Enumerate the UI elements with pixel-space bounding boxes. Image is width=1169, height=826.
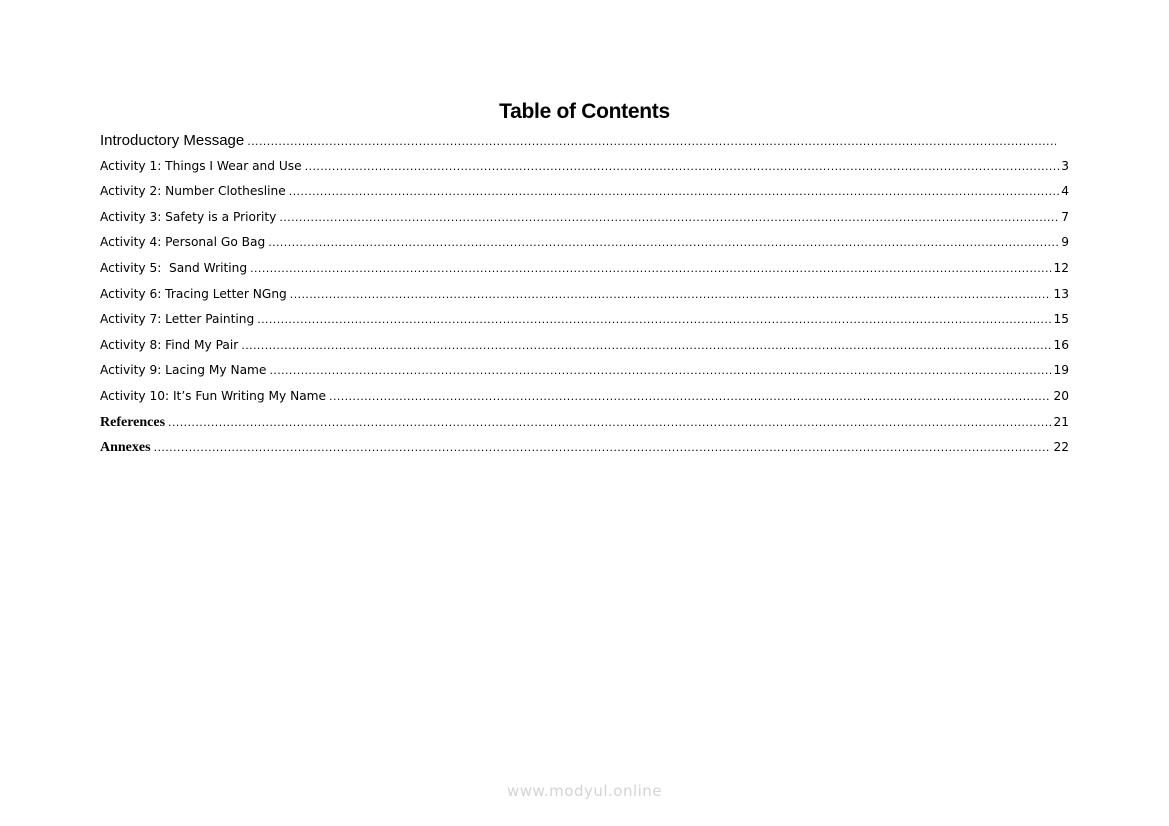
toc-entry-label: References [100,414,166,430]
toc-entry-page: 9 [1061,235,1069,250]
toc-entry-page: 4 [1061,184,1069,199]
toc-entry-page: 15 [1053,312,1069,327]
toc-entry-label: Activity 4: Personal Go Bag [100,235,266,250]
dot-leader [289,179,1059,205]
toc-entry-activity-6[interactable] [100,282,1069,308]
toc-entry-label: Annexes [100,440,151,456]
toc-entry-activity-8[interactable] [100,333,1069,359]
dot-leader [290,282,1052,308]
toc-entry-page: 22 [1053,440,1069,455]
toc-entry-activity-5[interactable] [100,256,1069,282]
dot-leader [250,256,1051,282]
dot-leader [257,307,1051,333]
toc-entry-activity-2[interactable] [100,179,1069,205]
toc-entry-page: 19 [1053,363,1069,378]
toc-entry-page: 3 [1061,158,1069,173]
toc-entry-activity-7[interactable] [100,307,1069,333]
dot-leader [268,230,1059,256]
dot-leader [241,333,1051,359]
toc-entry-page: 21 [1053,414,1069,429]
toc-entry-label: Activity 2: Number Clothesline [100,184,286,199]
toc-entry-label: Activity 3: Safety is a Priority [100,209,277,224]
page-title: Table of Contents [499,100,670,123]
dot-leader [305,154,1059,180]
toc-entry-page: 13 [1053,286,1069,301]
toc-entry-label: Activity 6: Tracing Letter NGng [100,286,287,301]
toc-entry-introductory-message[interactable] [100,128,1066,154]
table-of-contents [100,128,1069,461]
toc-entry-label: Activity 10: It’s Fun Writing My Name [100,388,327,403]
toc-entry-label: Introductory Message [100,132,245,149]
toc-entry-activity-3[interactable] [100,205,1069,231]
toc-entry-activity-10[interactable] [100,384,1069,410]
toc-entry-annexes[interactable] [100,435,1069,461]
toc-entry-page: 7 [1061,209,1069,224]
toc-entry-label: Activity 1: Things I Wear and Use [100,158,302,173]
dot-leader [269,358,1051,384]
dot-leader [329,384,1051,410]
toc-entry-label: Activity 7: Letter Painting [100,312,255,327]
toc-entry-page: 16 [1053,337,1069,352]
toc-entry-label: Activity 5: Sand Writing [100,260,248,275]
toc-entry-activity-9[interactable] [100,358,1069,384]
toc-entry-references[interactable] [100,410,1069,436]
dot-leader [247,129,1056,155]
dot-leader [154,435,1052,461]
dot-leader [168,410,1051,436]
watermark: www.modyul.online [506,782,663,800]
toc-entry-label: Activity 9: Lacing My Name [100,363,267,378]
toc-entry-page: 12 [1053,260,1069,275]
toc-entry-activity-4[interactable] [100,230,1069,256]
toc-entry-activity-1[interactable] [100,154,1069,180]
toc-entry-page: 20 [1053,388,1069,403]
dot-leader [279,205,1059,231]
toc-entry-label: Activity 8: Find My Pair [100,337,239,352]
